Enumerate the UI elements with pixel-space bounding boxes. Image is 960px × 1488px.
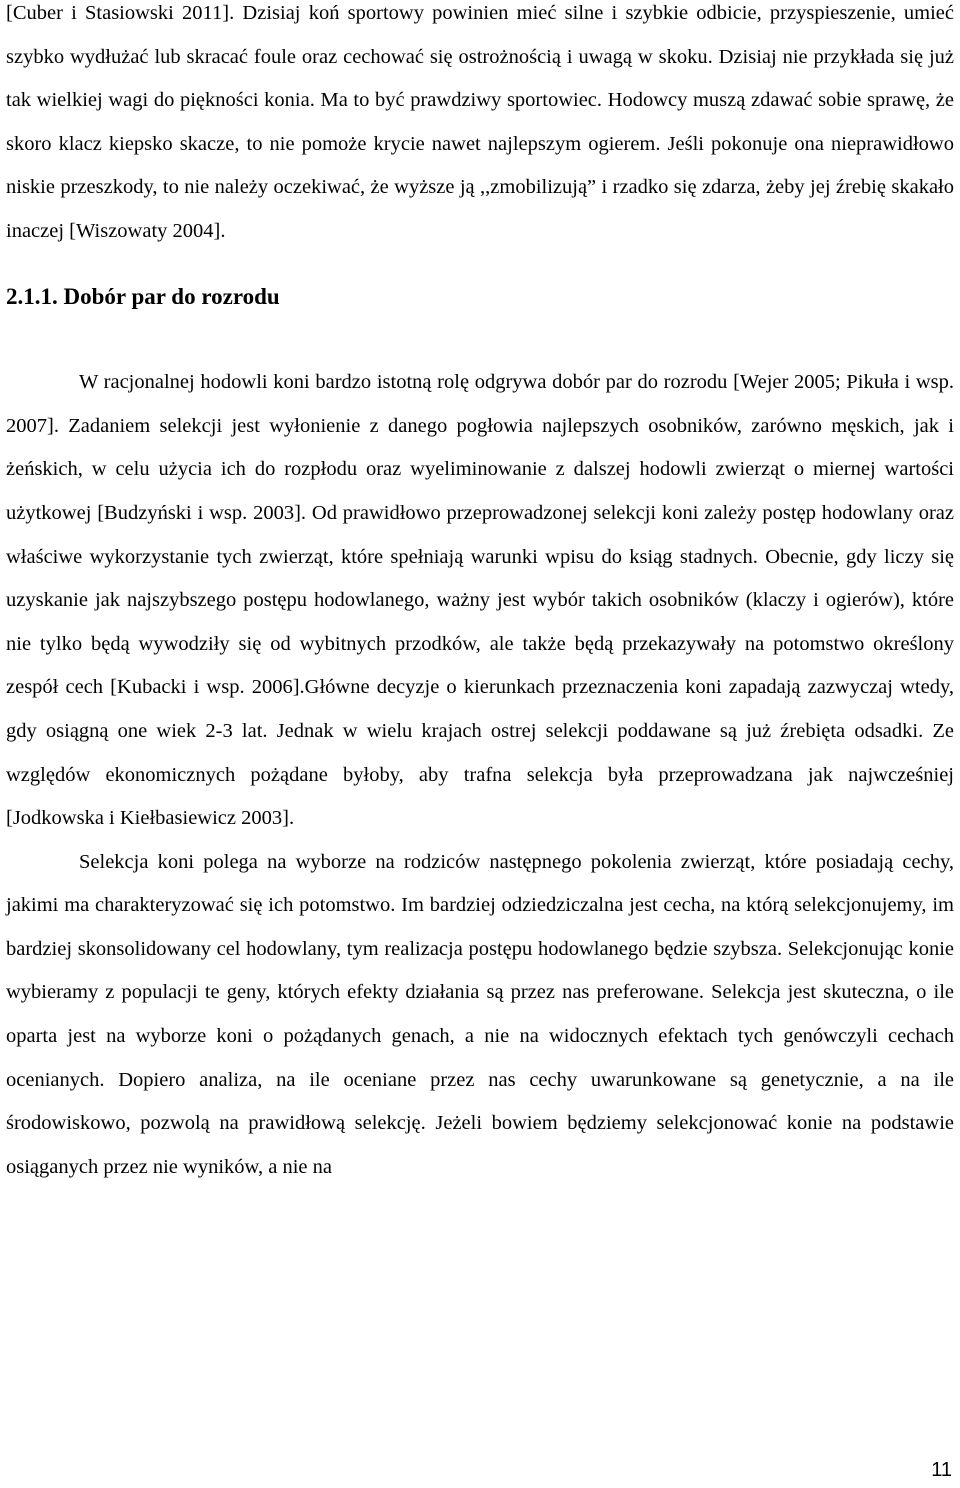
paragraph-3: Selekcja koni polega na wyborze na rodziców następnego pokolenia zwierząt, które posiadają cechy, jakimi ma charakteryzować się ich potomstwo. Im bardziej odziedziczalna jest cecha, na którą selekcjonujemy, im bardziej skonsolidowany cel hodowlany, tym realizacja postępu hodowlanego będzie szybsza. Selekcjonując konie wybieramy z populacji te geny, których efekty działania są przez nas preferowane. Selekcja jest skuteczna, o ile oparta jest na wyborze koni o pożądanych genach, a nie na widocznych efektach tych genówczyli cechach ocenianych. Dopiero analiza, na ile oceniane przez nas cechy uwarunkowane są genetycznie, a na ile środowiskowo, pozwolą na prawidłową selekcję. Jeżeli bowiem będziemy selekcjonować konie na podstawie osiąganych przez nie wyników, a nie na — [6, 850, 954, 1178]
paragraph-1: [Cuber i Stasiowski 2011]. Dzisiaj koń sportowy powinien mieć silne i szybkie odbicie, przyspieszenie, umieć szybko wydłużać lub skracać foule oraz cechować się ostrożnością i uwagą w skoku. Dzisiaj nie przykłada się już tak wielkiej wagi do piękności konia. Ma to być prawdziwy sportowiec. Hodowcy muszą zdawać sobie sprawę, że skoro klacz kiepsko skacze, to nie pomoże krycie nawet najlepszym ogierem. Jeśli pokonuje ona nieprawidłowo niskie przeszkody, to nie należy oczekiwać, że wyższe ją ,,zmobilizują” i rzadko się zdarza, żeby jej źrebię skakało inaczej [Wiszowaty 2004]. — [6, 2, 954, 242]
text-column — [6, 0, 954, 1189]
page-number: 11 — [931, 1459, 952, 1481]
paragraph-2: W racjonalnej hodowli koni bardzo istotną rolę odgrywa dobór par do rozrodu [Wejer 2005; Pikuła i wsp. 2007]. Zadaniem selekcji jest wyłonienie z danego pogłowia najlepszych osobników, zarówno męskich, jak i żeńskich, w celu użycia ich do rozpłodu oraz wyeliminowanie z dalszej hodowli zwierząt o miernej wartości użytkowej [Budzyński i wsp. 2003]. Od prawidłowo przeprowadzonej selekcji koni zależy postęp hodowlany oraz właściwe wykorzystanie tych zwierząt, które spełniają warunki wpisu do ksiąg stadnych. Obecnie, gdy liczy się uzyskanie jak najszybszego postępu hodowlanego, ważny jest wybór takich osobników (klaczy i ogierów), które nie tylko będą wywodziły się od wybitnych przodków, ale także będą przekazywały na potomstwo określony zespół cech [Kubacki i wsp. 2006].Główne decyzje o kierunkach przeznaczenia koni zapadają zazwyczaj wtedy, gdy osiągną one wiek 2-3 lat. Jednak w wielu krajach ostrej selekcji poddawane są już źrebięta odsadki. Ze względów ekonomicznych pożądane byłoby, aby trafna selekcja była przeprowadzana jak najwcześniej [Jodkowska i Kiełbasiewicz 2003]. — [6, 371, 954, 830]
section-heading: 2.1.1. Dobór par do rozrodu — [6, 283, 280, 309]
